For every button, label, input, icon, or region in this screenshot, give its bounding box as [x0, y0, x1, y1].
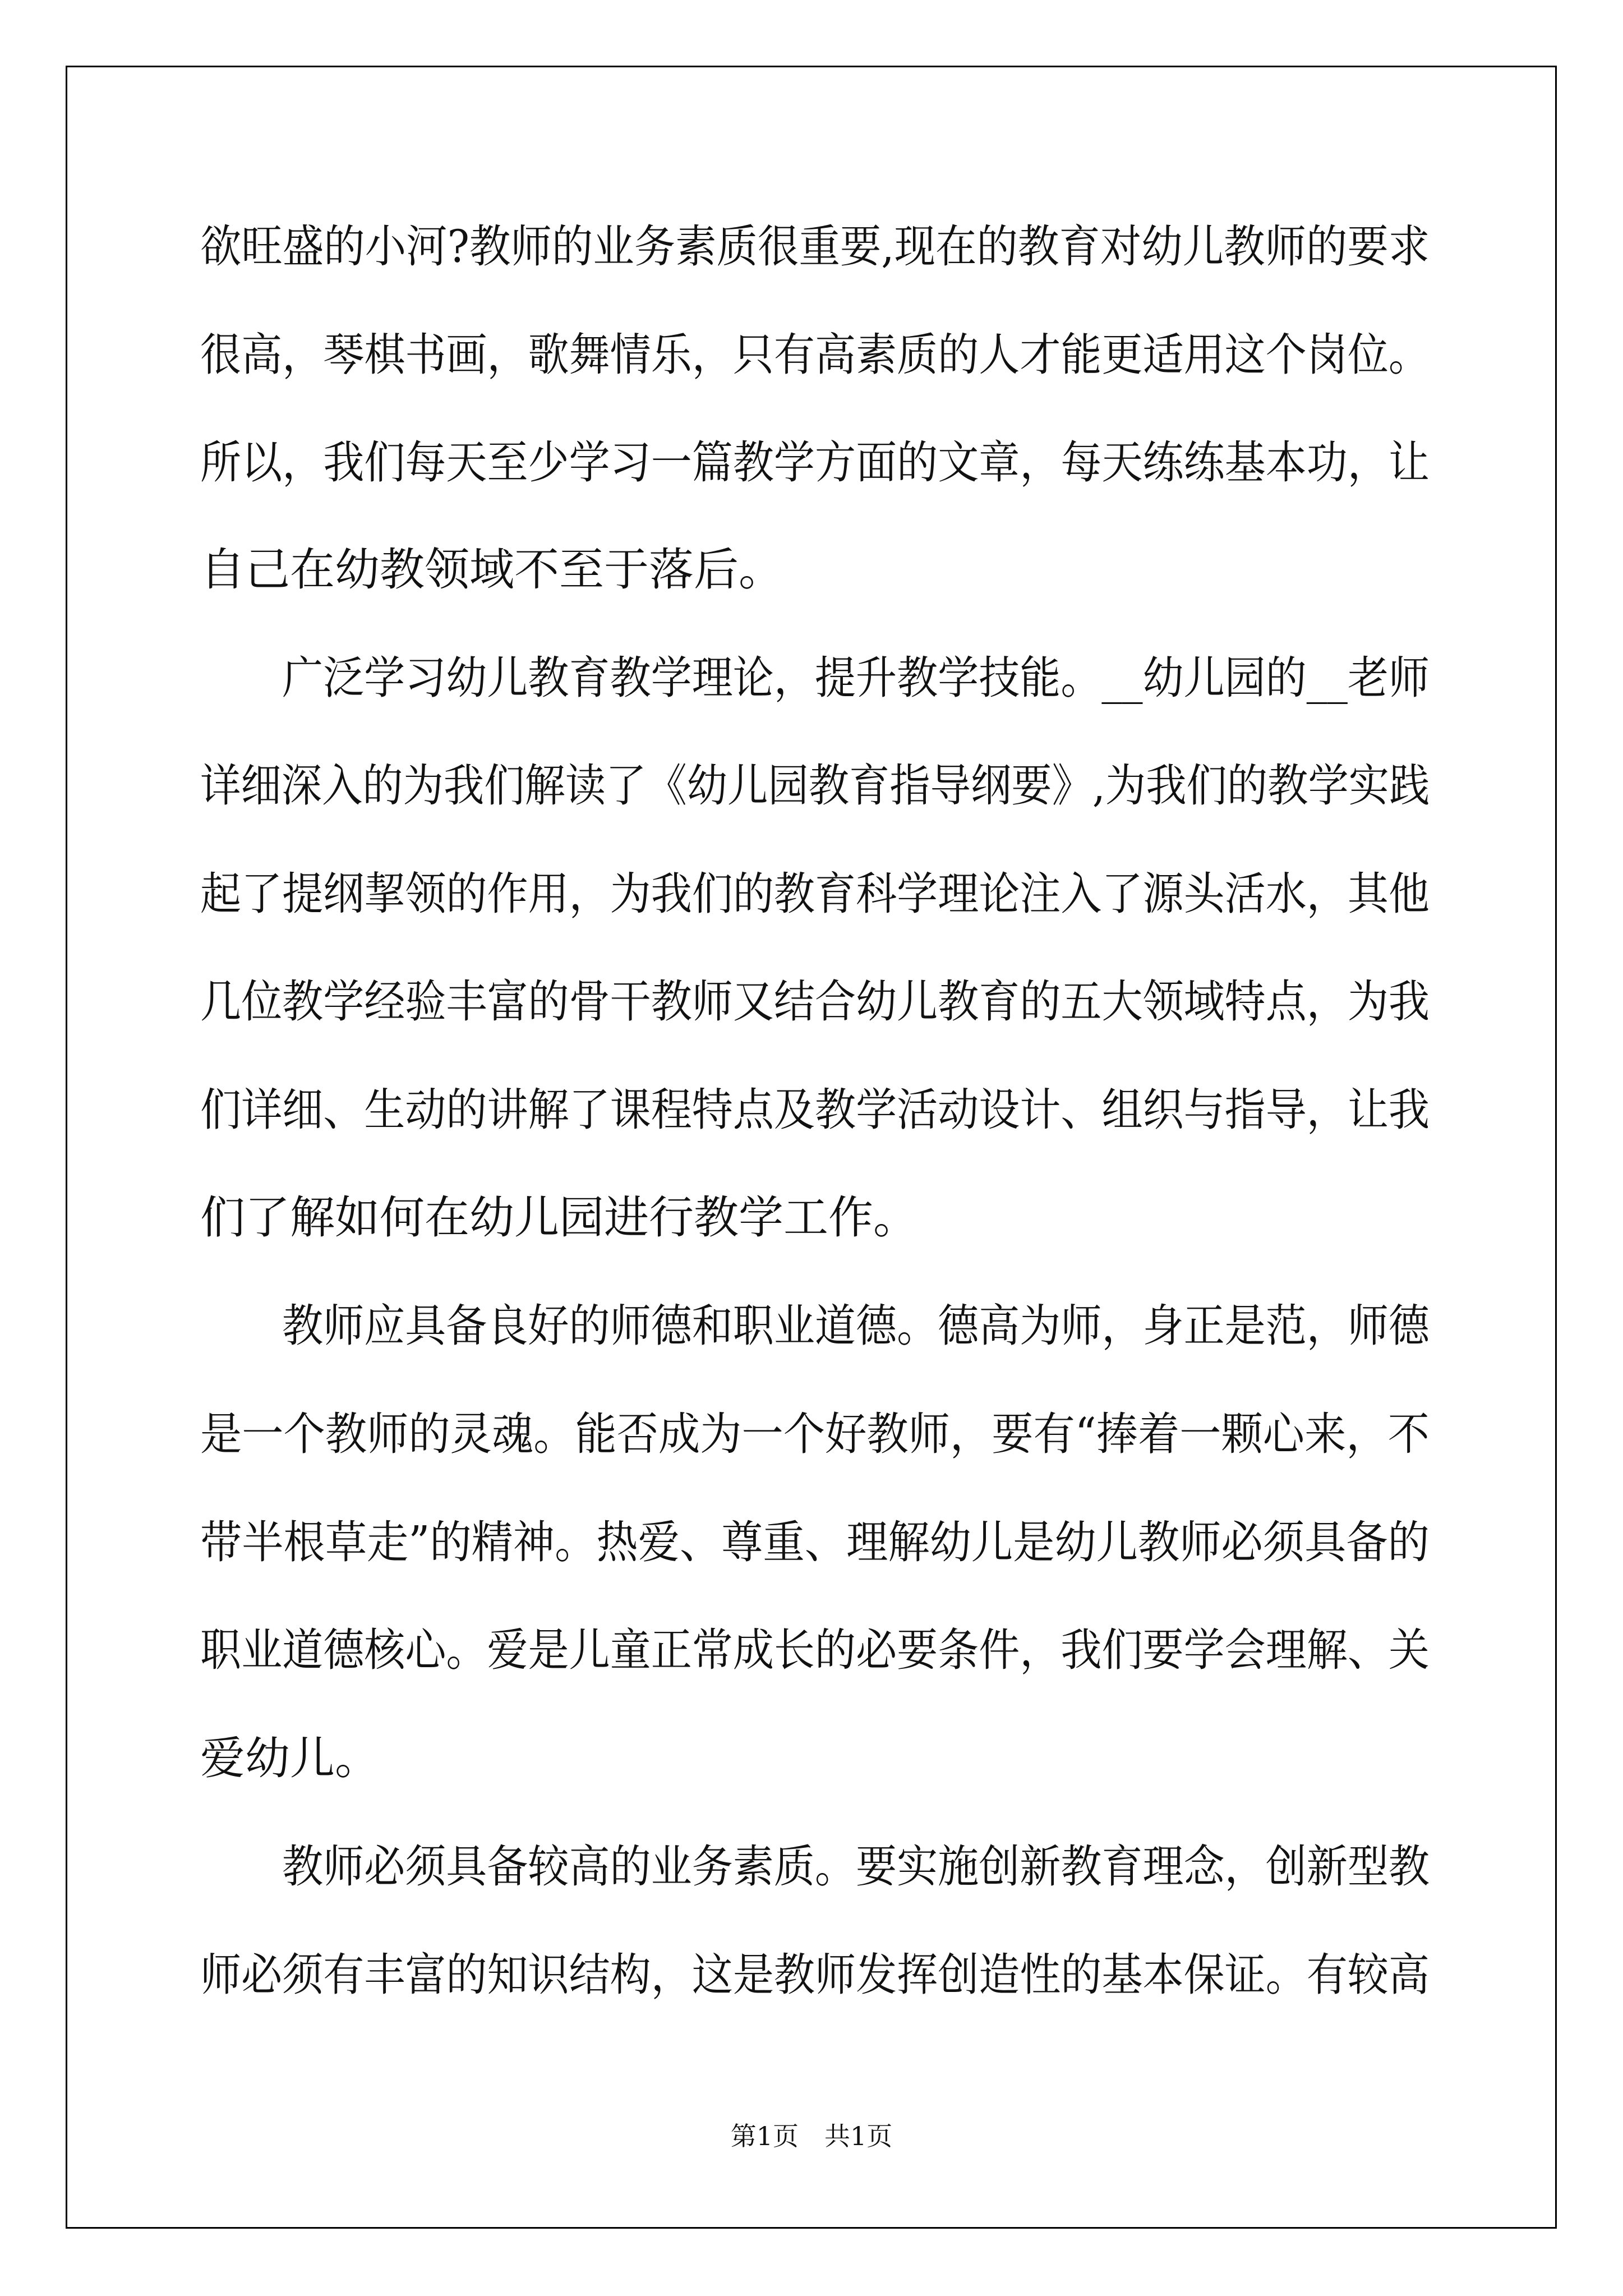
page-border — [66, 66, 1557, 2229]
text-line: 爱幼儿。 — [200, 1732, 380, 1784]
text-line: 教师应具备良好的师德和职业道德。德高为师，身正是范，师德 — [282, 1300, 1430, 1352]
text-line: 自己在幼教领域不至于落后。 — [200, 544, 783, 596]
text-line: 们详细、生动的讲解了课程特点及教学活动设计、组织与指导，让我 — [200, 1084, 1430, 1136]
text-line: 欲旺盛的小河?教师的业务素质很重要,现在的教育对幼儿教师的要求 — [200, 220, 1430, 273]
text-line: 几位教学经验丰富的骨干教师又结合幼儿教育的五大领域特点，为我 — [200, 976, 1430, 1028]
text-line: 详细深入的为我们解读了《幼儿园教育指导纲要》,为我们的教学实践 — [200, 760, 1430, 812]
text-line: 广泛学习幼儿教育教学理论，提升教学技能。__幼儿园的__老师 — [282, 652, 1430, 704]
text-line: 教师必须具备较高的业务素质。要实施创新教育理念，创新型教 — [282, 1841, 1430, 1893]
text-line: 们了解如何在幼儿园进行教学工作。 — [200, 1191, 918, 1244]
page-footer: 第1页 共1页 — [730, 2121, 893, 2151]
text-line: 起了提纲挈领的作用，为我们的教育科学理论注入了源头活水，其他 — [200, 868, 1430, 920]
text-line: 所以，我们每天至少学习一篇教学方面的文章，每天练练基本功，让 — [200, 436, 1430, 489]
text-line: 师必须有丰富的知识结构，这是教师发挥创造性的基本保证。有较高 — [200, 1949, 1430, 2001]
text-line: 是一个教师的灵魂。能否成为一个好教师，要有“捧着一颗心来，不 — [200, 1408, 1430, 1460]
text-line: 带半根草走”的精神。热爱、尊重、理解幼儿是幼儿教师必须具备的 — [200, 1516, 1430, 1568]
text-line: 很高，琴棋书画，歌舞情乐，只有高素质的人才能更适用这个岗位。 — [200, 329, 1430, 381]
text-line: 职业道德核心。爱是儿童正常成长的必要条件，我们要学会理解、关 — [200, 1624, 1430, 1676]
